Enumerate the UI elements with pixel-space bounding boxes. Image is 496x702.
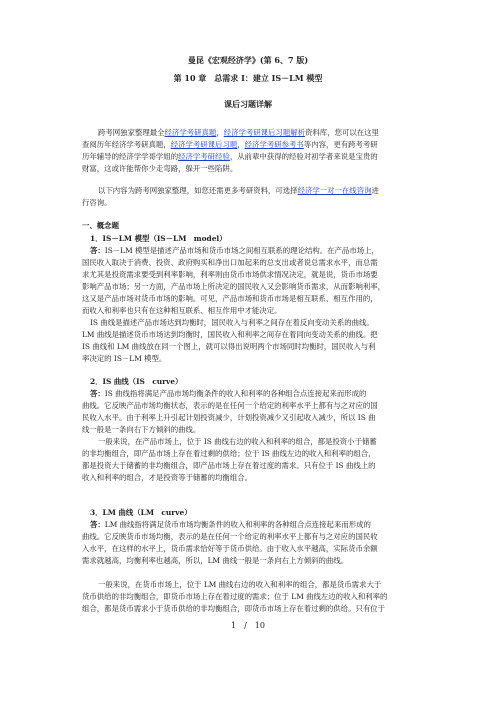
term-1-line: 求尤其是投资需求要受到利率影响，利率则由货币市场供求情况决定，就是说，货币市场要 bbox=[82, 270, 378, 279]
intro-line-2 bbox=[82, 140, 378, 150]
term-1-line bbox=[90, 246, 379, 256]
heading-concepts: 一、概念题 bbox=[82, 221, 119, 230]
consult-line-2: 行咨询。 bbox=[82, 198, 112, 207]
answer-text: LM 曲线指将满足货币市场均衡条件的收入和利率的各种组合点连接起来而形成的 bbox=[104, 520, 371, 529]
term-3-line: 曲线。它反映货币市场均衡，表示的是在任何一个给定的利率水平上都有与之对应的国民收 bbox=[82, 532, 378, 541]
term-3-line: 需求就越高，均衡利率也越高，所以，LM 曲线一般是一条向右上方倾斜的曲线。 bbox=[82, 556, 349, 565]
term-2-line: 曲线。它反映产品市场均衡状态，表示的是在任何一个给定的利率水平上都有与之对应的国 bbox=[82, 401, 378, 410]
term-1-line: IS 曲线是描述产品市场达到均衡时，国民收入与利率之间存在着反向变动关系的曲线。 bbox=[90, 318, 374, 327]
link-kaoyan-kehou[interactable]: 经济学考研课后习题解析 bbox=[223, 128, 305, 137]
link-one-on-one[interactable]: 经济学一对一在线咨询 bbox=[297, 186, 372, 195]
term-2-title: 2．IS 曲线（IS curve） bbox=[90, 377, 183, 386]
link-kaoyan-cankaoshu[interactable]: 经济学考研参考书 bbox=[244, 140, 304, 149]
term-3-line: 一般来说，在货币市场上，位于 LM 曲线右边的收入和利率的组合，都是货币需求大于 bbox=[98, 580, 382, 589]
term-3-line: 组合，都是货币需求小于货币供给的非均衡组合，即货币市场上存在着过剩的供给。只有位于 bbox=[82, 604, 386, 613]
term-1-title: 1．IS－LM 模型（IS－LM model） bbox=[90, 234, 227, 243]
term-3-line: 货币供给的非均衡组合，即货币市场上存在着过度的需求；位于 LM 曲线左边的收入和利率的 bbox=[82, 592, 388, 601]
intro-text: 查阅历年经济学考研真题， bbox=[82, 140, 171, 149]
answer-label: 答： bbox=[90, 246, 105, 255]
term-2-line: 收入和利率的组合，才是投资等于储蓄的均衡组合。 bbox=[82, 473, 252, 482]
answer-label: 答： bbox=[90, 520, 105, 529]
intro-text: ，从前辈中获得的经验对初学者来说是宝贵的 bbox=[229, 152, 378, 161]
page-number: 1 / 10 bbox=[231, 621, 265, 630]
book-title: 曼昆《宏观经济学》(第 6、7 版) bbox=[187, 55, 309, 65]
intro-text: 等内容，更有跨考考研 bbox=[303, 140, 378, 149]
intro-line-3 bbox=[82, 152, 378, 162]
term-2-line: 一般来说，在产品市场上，位于 IS 曲线右边的收入和利率的组合，都是投资小于储蓄 bbox=[98, 437, 377, 446]
term-1-line: 率决定的 IS－LM 模型。 bbox=[82, 354, 167, 363]
term-3-title: 3．LM 曲线（LM curve） bbox=[90, 508, 192, 517]
answer-label: 答： bbox=[90, 389, 105, 398]
term-1-line: 国民收入取决于消费、投资、政府购买和净出口加起来的总支出或者说总需求水平，而总需 bbox=[82, 258, 378, 267]
term-1-line: 影响产品市场；另一方面，产品市场上所决定的国民收入又会影响货币需求，从而影响利率， bbox=[82, 282, 386, 291]
section-title: 课后习题详解 bbox=[224, 99, 272, 109]
term-1-line: 而收入和利率也只有在这种相互联系、相互作用中才能决定。 bbox=[82, 306, 282, 315]
intro-text: 跨考网独家整理最全 bbox=[98, 128, 165, 137]
term-2-line: 都是投资大于储蓄的非均衡组合，即产品市场上存在着过度的需求。只有位于 IS 曲线上的 bbox=[82, 461, 376, 470]
link-kaoyan-kehou-2[interactable]: 经济学考研课后习题 bbox=[170, 140, 238, 149]
term-1-line: 这又是产品市场对货币市场的影响。可见，产品市场和货币市场是相互联系、相互作用的， bbox=[82, 294, 378, 303]
intro-line-4: 财富，这或许能帮你少走弯路，躲开一些陷阱。 bbox=[82, 164, 238, 173]
intro-text: 资料库，您可以在这里 bbox=[305, 128, 379, 137]
term-3-line bbox=[90, 520, 371, 530]
term-3-line: 入水平，在这样的水平上，货币需求恰好等于货币供给。由于收入水平越高，实际货币余额 bbox=[82, 544, 378, 553]
link-kaoyan-zhenti[interactable]: 经济学考研真题 bbox=[164, 128, 217, 137]
consult-text: 以下内容为跨考网独家整理，如您还需更多考研资料，可选择 bbox=[98, 186, 298, 195]
answer-text: IS－LM 模型是描述产品市场和货币市场之间相互联系的理论结构。在产品市场上， bbox=[104, 246, 379, 255]
intro-line-1 bbox=[98, 128, 379, 138]
term-1-line: IS 曲线和 LM 曲线放在同一个图上，就可以得出说明两个市场同时均衡时，国民收入与利 bbox=[82, 342, 376, 351]
term-1-line: LM 曲线是描述货币市场达到均衡时，国民收入和利率之间存在着同向变动关系的曲线。把 bbox=[82, 330, 378, 339]
consult-text: 进 bbox=[371, 186, 379, 195]
consult-line-1 bbox=[98, 186, 379, 196]
answer-text: IS 曲线指将满足产品市场均衡条件的收入和利率的各种组合点连接起来而形成的 bbox=[104, 389, 367, 398]
link-kaoyan-jingyan[interactable]: 经济学考研经验 bbox=[178, 152, 230, 161]
term-2-line: 民收入水平。由于利率上升引起计划投资减少，计划投资减少又引起收入减少，所以 IS 曲 bbox=[82, 413, 376, 422]
term-2-line: 线一般是一条向右下方倾斜的曲线。 bbox=[82, 425, 201, 434]
intro-text: ， bbox=[237, 140, 245, 149]
term-2-line bbox=[90, 389, 366, 399]
intro-text: ， bbox=[216, 128, 224, 137]
term-2-line: 的非均衡组合，即产品市场上存在着过剩的供给；位于 IS 曲线左边的收入和利率的组合， bbox=[82, 449, 376, 458]
intro-text: 历年辅导的经济学学哥学姐的 bbox=[82, 152, 179, 161]
chapter-title: 第 10 章 总需求 I：建立 IS－LM 模型 bbox=[173, 73, 323, 83]
